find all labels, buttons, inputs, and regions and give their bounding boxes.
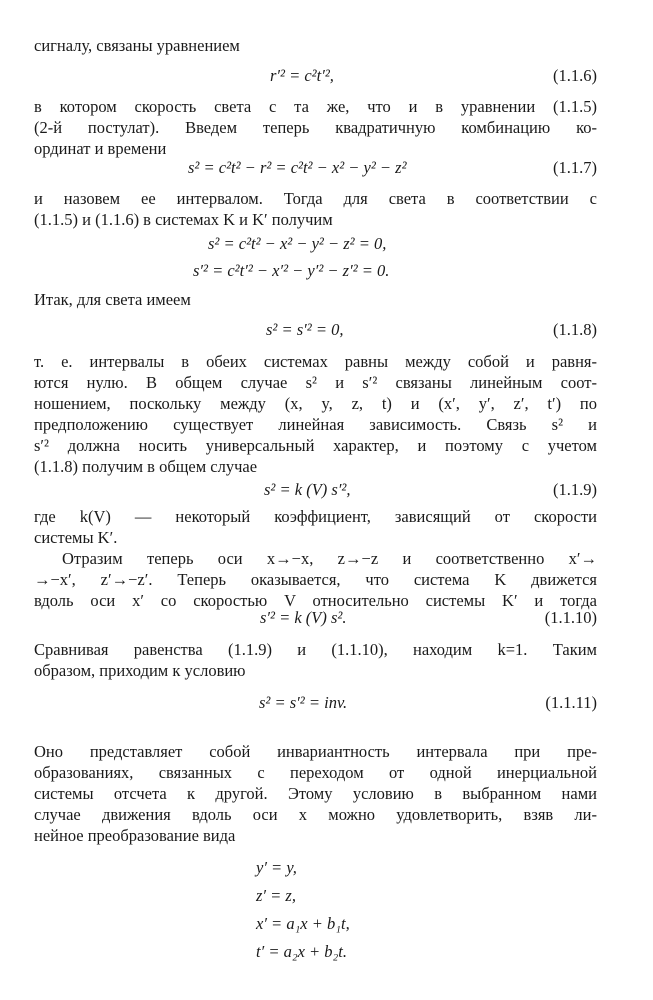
text-line: предположению существует линейная зависимость. Связь s² и [34,415,597,434]
text-line: нейное преобразование вида [34,826,236,845]
transform-t: t′ = a₂x + b₂t. [256,942,347,961]
text-line: (2-й постулат). Введем теперь квадратичную комбинацию ко- [34,118,597,137]
equation-number: (1.1.10) [544,608,597,627]
text-line: образом, приходим к условию [34,661,246,680]
text-line: системы отсчета к другой. Этому условию в выбранном нами [34,784,597,803]
text-line: где k(V) — некоторый коэффициент, зависящий от скорости [34,507,597,526]
equation-1-1-7: s² = c²t² − r² = c²t² − x² − y² − z² [188,158,407,177]
equation-number: (1.1.6) [553,66,597,85]
text-line: s′² должна носить универсальный характер, и поэтому с учетом [34,436,597,455]
text-line: Итак, для света имеем [34,290,191,309]
text-line: Отразим теперь оси x→−x, z→−z и соответственно x′→ [62,549,597,568]
equation-light-interval-k: s² = c²t² − x² − y² − z² = 0, [208,234,387,253]
equation-1-1-11: s² = s′² = inv. [259,693,348,712]
transform-y: y′ = y, [256,858,297,877]
text-line: и назовем ее интервалом. Тогда для света в соответствии с [34,189,597,208]
text-line: Сравнивая равенства (1.1.9) и (1.1.10), находим k=1. Таким [34,640,597,659]
text-line: ются нулю. В общем случае s² и s′² связаны линейным соот- [34,373,597,392]
text-line: образованиях, связанных с переходом от одной инерциальной [34,763,597,782]
equation-1-1-8: s² = s′² = 0, [266,320,344,339]
text-line: (1.1.8) получим в общем случае [34,457,258,476]
text-line: ношением, поскольку между (x, y, z, t) и (x′, y′, z′, t′) по [34,394,597,413]
transform-z: z′ = z, [256,886,296,905]
equation-number: (1.1.11) [545,693,597,712]
text-line: ординат и времени [34,139,167,158]
equation-number: (1.1.9) [553,480,597,499]
text-line: вдоль оси x′ со скоростью V относительно системы K′ и тогда [34,591,597,610]
equation-number: (1.1.8) [553,320,597,339]
text-line: сигналу, связаны уравнением [34,36,240,55]
equation-light-interval-k-prime: s′² = c²t′² − x′² − y′² − z′² = 0. [193,261,390,280]
equation-1-1-9: s² = k (V) s′², [264,480,351,499]
equation-1-1-10: s′² = k (V) s². [260,608,347,627]
text-line: системы K′. [34,528,118,547]
text-line: Оно представляет собой инвариантность интервала при пре- [34,742,597,761]
transform-x: x′ = a₁x + b₁t, [256,914,350,933]
text-line: случае движения вдоль оси x можно удовлетворить, взяв ли- [34,805,597,824]
text-line: т. е. интервалы в обеих системах равны между собой и равня- [34,352,597,371]
equation-1-1-6: r′² = c²t′², [270,66,334,85]
text-line: (1.1.5) и (1.1.6) в системах K и K′ получим [34,210,333,229]
equation-number: (1.1.7) [553,158,597,177]
text-line: →−x′, z′→−z′. Теперь оказывается, что система K движется [34,570,597,589]
text-line: в котором скорость света c та же, что и в уравнении (1.1.5) [34,97,597,116]
